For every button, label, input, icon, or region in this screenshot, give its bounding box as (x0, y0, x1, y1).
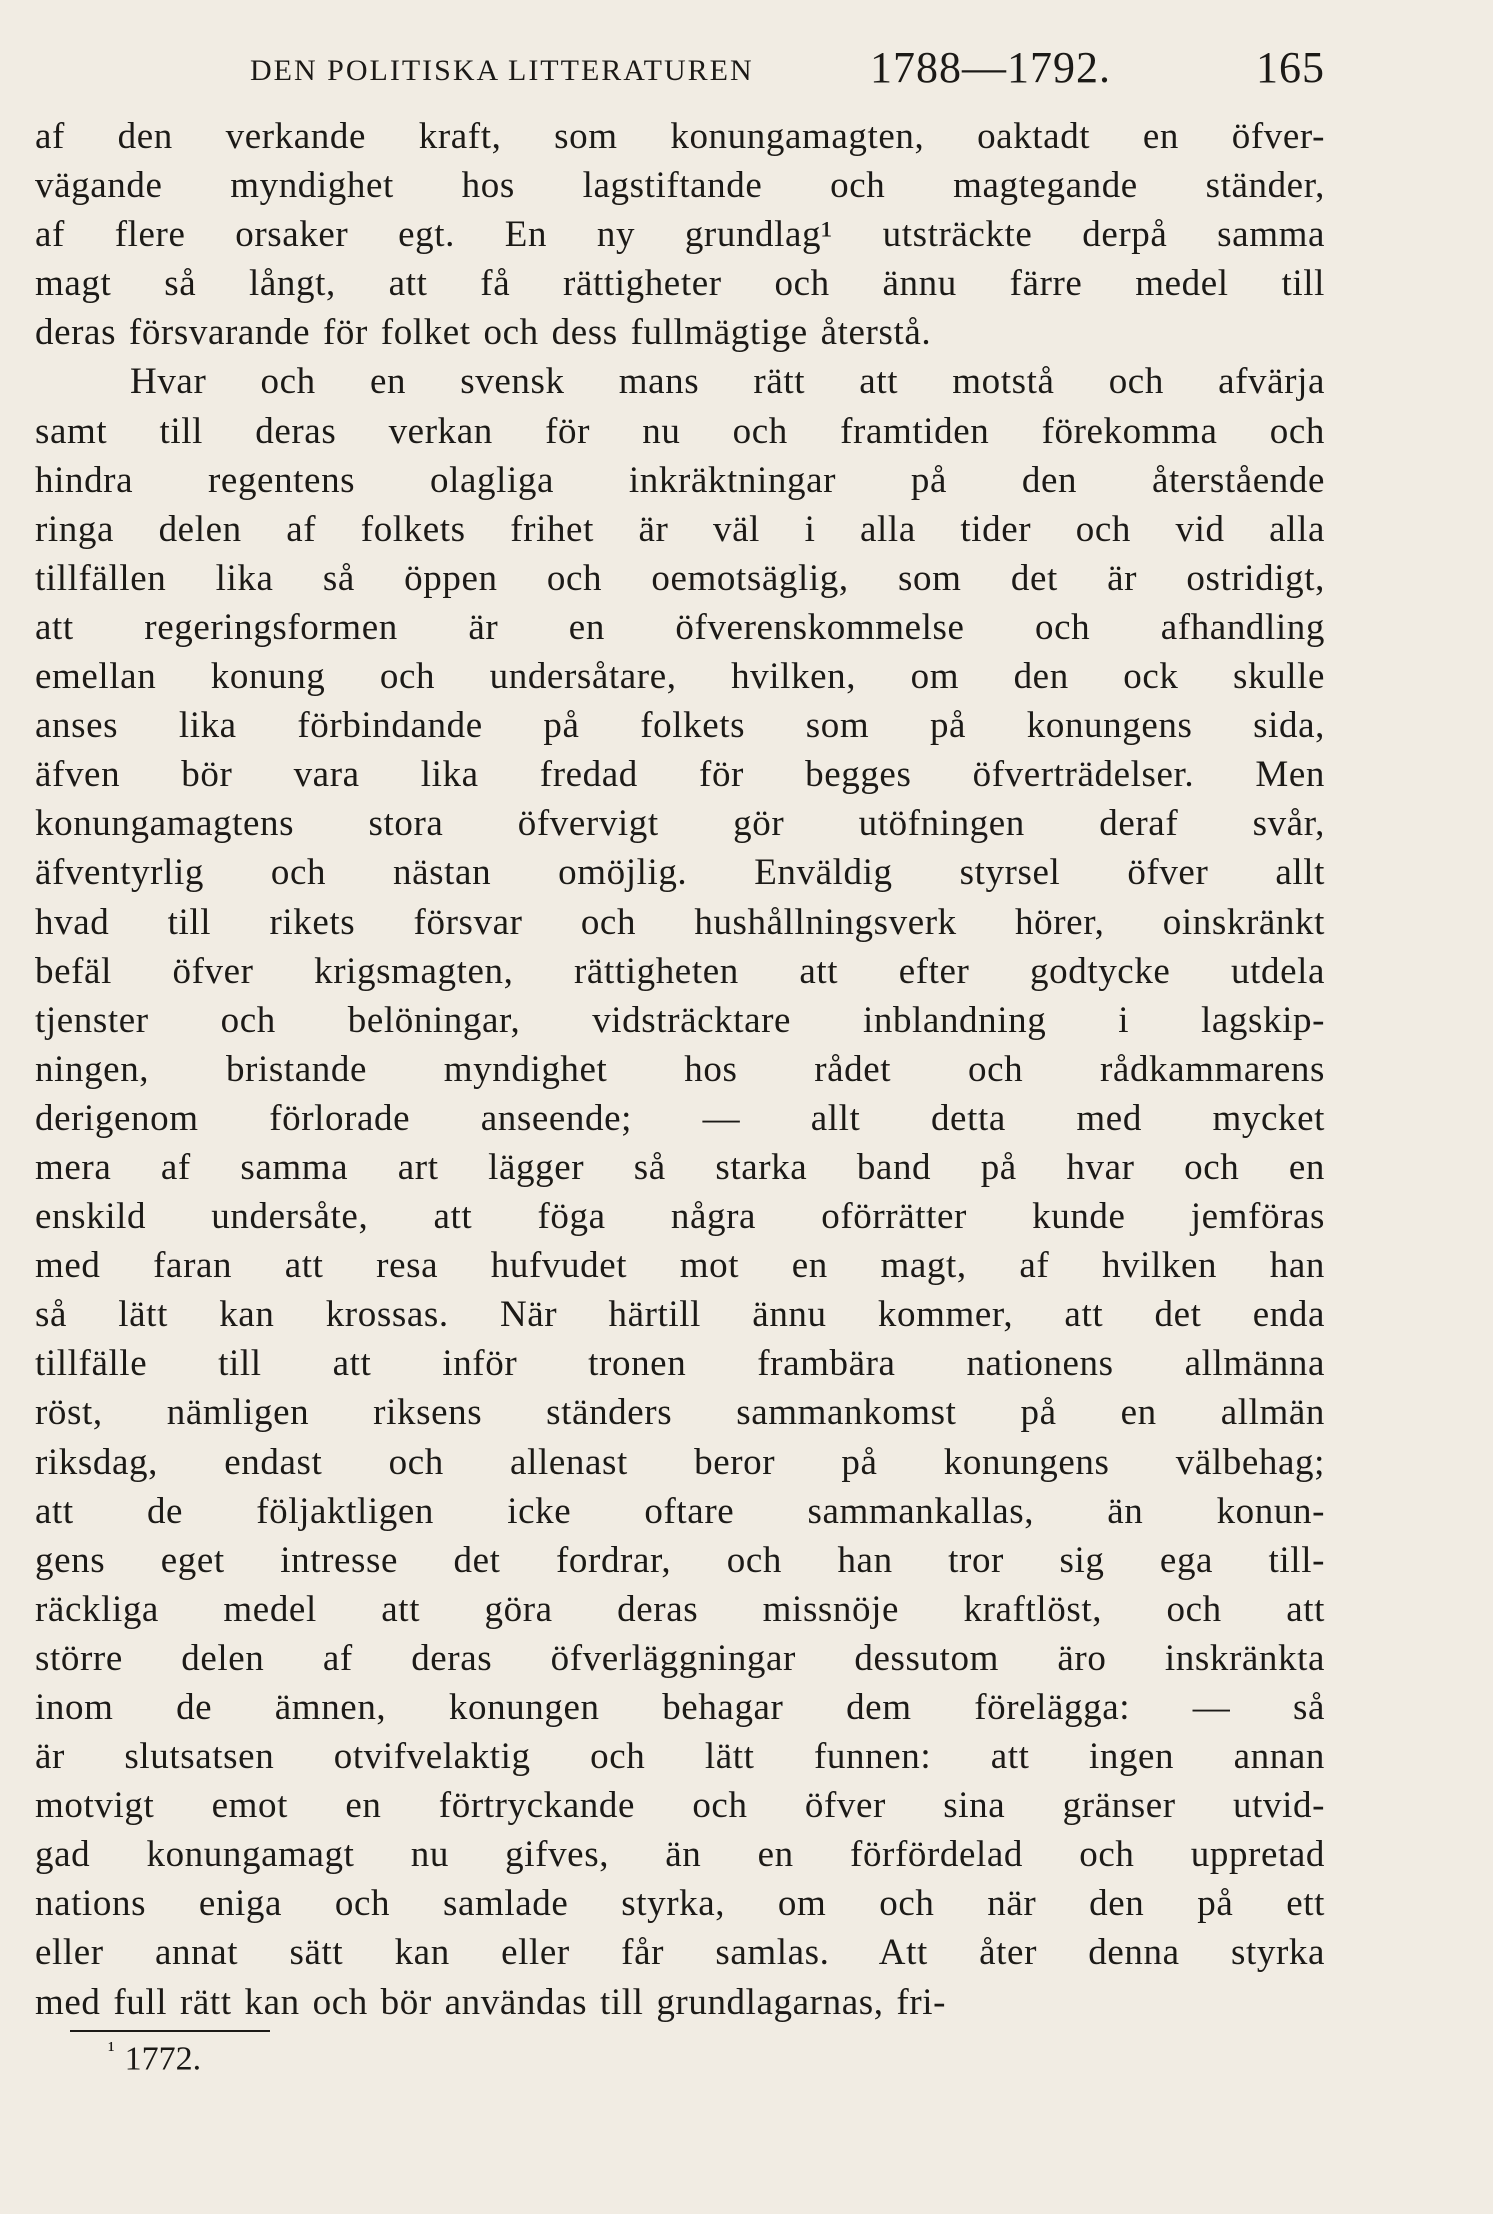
text-line: äfventyrlig och nästan omöjlig. Enväldig styrsel öfver allt (35, 852, 1325, 894)
text-line: nations eniga och samlade styrka, om och när den på ett (35, 1883, 1325, 1925)
text-line: gens eget intresse det fordrar, och han tror sig ega till- (35, 1539, 1325, 1581)
text-line: med faran att resa hufvudet mot en magt, af hvilken han (35, 1245, 1325, 1287)
text-line: röst, nämligen riksens ständers sammankomst på en allmän (35, 1392, 1325, 1434)
text-line: derigenom förlorade anseende; — allt detta med mycket (35, 1097, 1325, 1139)
text-line: att regeringsformen är en öfverenskommelse och afhandling (35, 606, 1325, 648)
text-line: riksdag, endast och allenast beror på konungens välbehag; (35, 1441, 1325, 1483)
text-line: eller annat sätt kan eller får samlas. Att åter denna styrka (35, 1932, 1325, 1974)
footnote-mark: ¹ (108, 2037, 115, 2062)
text-line: af flere orsaker egt. En ny grundlag¹ utsträckte derpå samma (35, 214, 1325, 256)
text-line: vägande myndighet hos lagstiftande och magtegande ständer, (35, 165, 1325, 207)
text-line: äfven bör vara lika fredad för begges öfverträdelser. Men (35, 754, 1325, 796)
text-line: tillfälle till att inför tronen frambära nationens allmänna (35, 1343, 1325, 1385)
text-line: ringa delen af folkets frihet är väl i alla tider och vid alla (35, 508, 1325, 550)
text-line: tjenster och belöningar, vidsträcktare inblandning i lagskip- (35, 999, 1325, 1041)
text-line: gad konungamagt nu gifves, än en förfördelad och uppretad (35, 1834, 1325, 1876)
footnote (108, 2028, 201, 2081)
text-line: att de följaktligen icke oftare sammankallas, än konun- (35, 1490, 1325, 1532)
text-line: ningen, bristande myndighet hos rådet och rådkammarens (35, 1048, 1325, 1090)
text-line: samt till deras verkan för nu och framtiden förekomma och (35, 410, 1325, 452)
text-line: magt så långt, att få rättigheter och ännu färre medel till (35, 263, 1325, 305)
text-line: mera af samma art lägger så starka band på hvar och en (35, 1146, 1325, 1188)
footnote-text: 1772. (124, 2040, 202, 2078)
text-line: inom de ämnen, konungen behagar dem förelägga: — så (35, 1687, 1325, 1728)
header-title: DEN POLITISKA LITTERATUREN (250, 54, 754, 87)
running-header (250, 42, 1325, 102)
text-line: Hvar och en svensk mans rätt att motstå och afvärja (130, 361, 1325, 403)
body-text (35, 112, 1325, 2027)
text-line: konungamagtens stora öfvervigt gör utöfningen deraf svår, (35, 803, 1325, 845)
text-line: räckliga medel att göra deras missnöje kraftlöst, och att (35, 1588, 1325, 1630)
text-line: tillfällen lika så öppen och oemotsäglig, som det är ostridigt, (35, 557, 1325, 599)
text-line: emellan konung och undersåtare, hvilken, om den ock skulle (35, 656, 1325, 698)
text-line: deras försvarande för folket och dess fullmägtige återstå. (35, 312, 932, 354)
text-line: anses lika förbindande på folkets som på konungens sida, (35, 705, 1325, 747)
text-line: med full rätt kan och bör användas till grundlagarnas, fri- (35, 1981, 947, 2023)
header-years: 1788—1792. (870, 43, 1111, 92)
text-line: af den verkande kraft, som konungamagten, oaktadt en öfver- (35, 116, 1325, 157)
text-line: är slutsatsen otvifvelaktig och lätt funnen: att ingen annan (35, 1736, 1325, 1778)
text-line: hindra regentens olagliga inkräktningar på den återstående (35, 459, 1325, 501)
page-number: 165 (1256, 43, 1325, 92)
text-line: hvad till rikets försvar och hushållningsverk hörer, oinskränkt (35, 901, 1325, 943)
text-line: enskild undersåte, att föga några oförrätter kunde jemföras (35, 1196, 1325, 1238)
text-line: motvigt emot en förtryckande och öfver sina gränser utvid- (35, 1785, 1325, 1827)
text-line: befäl öfver krigsmagten, rättigheten att efter godtycke utdela (35, 950, 1325, 992)
text-line: så lätt kan krossas. När härtill ännu kommer, att det enda (35, 1294, 1325, 1336)
text-line: större delen af deras öfverläggningar dessutom äro inskränkta (35, 1637, 1325, 1679)
